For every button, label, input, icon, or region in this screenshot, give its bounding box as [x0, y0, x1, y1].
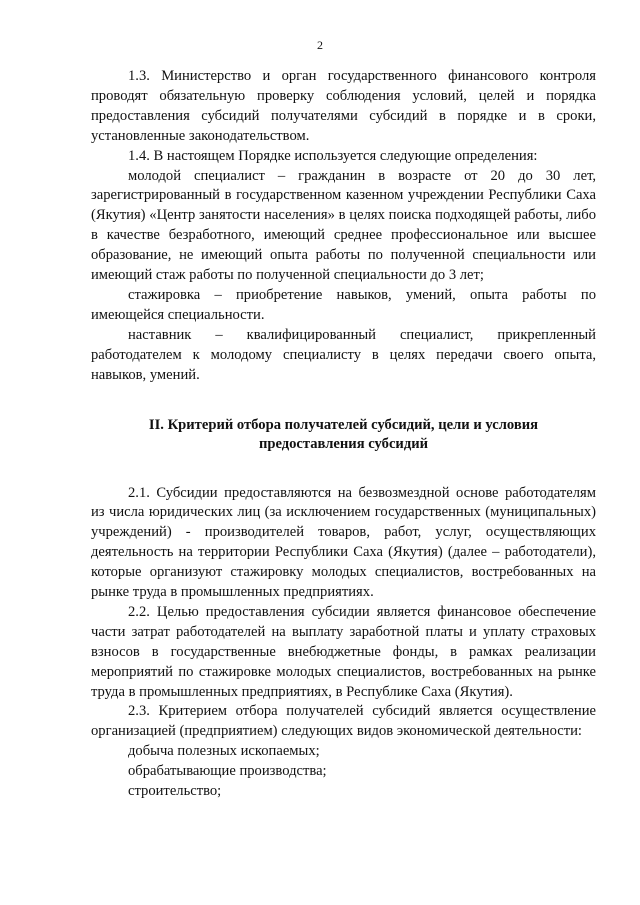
paragraph-2-3: 2.3. Критерием отбора получателей субсидий является осуществление организацией (предприятием) следующих видов экономической деятельности:: [91, 703, 596, 740]
activity-item: обрабатывающие производства;: [128, 763, 327, 780]
paragraph-1-3: 1.3. Министерство и орган государственного финансового контроля проводят обязательную проверку соблюдения условий, целей и порядка предоставления субсидий получателями субсидий в порядке и в сроки, установленные законодательством.: [91, 68, 596, 144]
paragraph-2-1: 2.1. Субсидии предоставляются на безвозмездной основе работодателям из числа юридических лиц (за исключением государственных (муниципальных) учреждений) - производителей товаров, работ, услуг, осуществляющих деятельность на территории Республики Саха (Якутия) (далее – работодатели), которые организуют стажировку молодых специалистов, востребованных на рынке труда в промышленных предприятиях.: [91, 484, 596, 601]
definition-internship: стажировка – приобретение навыков, умений, опыта работы по имеющейся специальности.: [91, 286, 596, 323]
activity-item: добыча полезных ископаемых;: [128, 743, 320, 760]
activity-item: строительство;: [128, 783, 222, 800]
definition-mentor: наставник – квалифицированный специалист, прикрепленный работодателем к молодому специалисту в целях передачи своего опыта, навыков, умений.: [91, 326, 596, 383]
section-2-heading-line2: предоставления субсидий: [258, 435, 429, 452]
definition-young-specialist: молодой специалист – гражданин в возрасте от 20 до 30 лет, зарегистрированный в государственном казенном учреждении Республики Саха (Якутия) «Центр занятости населения» в целях поиска подходящей работы, либо в качестве безработного, имеющий среднее профессиональное или высшее образование, не имеющий опыта работы по полученной специальности или имеющий стаж работы по полученной специальности до 3 лет;: [91, 167, 596, 284]
section-2-heading: [91, 416, 596, 454]
paragraph-1-4: 1.4. В настоящем Порядке используется следующие определения:: [128, 147, 538, 164]
section-2-heading-line1: II. Критерий отбора получателей субсидий, цели и условия: [148, 416, 539, 433]
document-body: [91, 67, 596, 802]
page-number: 2: [317, 38, 323, 52]
paragraph-2-2: 2.2. Целью предоставления субсидии является финансовое обеспечение части затрат работодателей на выплату заработной платы и уплату страховых взносов в государственные внебюджетные фонды, в рамках реализации мероприятий по стажировке молодых специалистов, востребованных на рынке труда в промышленных предприятиях, в Республике Саха (Якутия).: [91, 603, 596, 700]
